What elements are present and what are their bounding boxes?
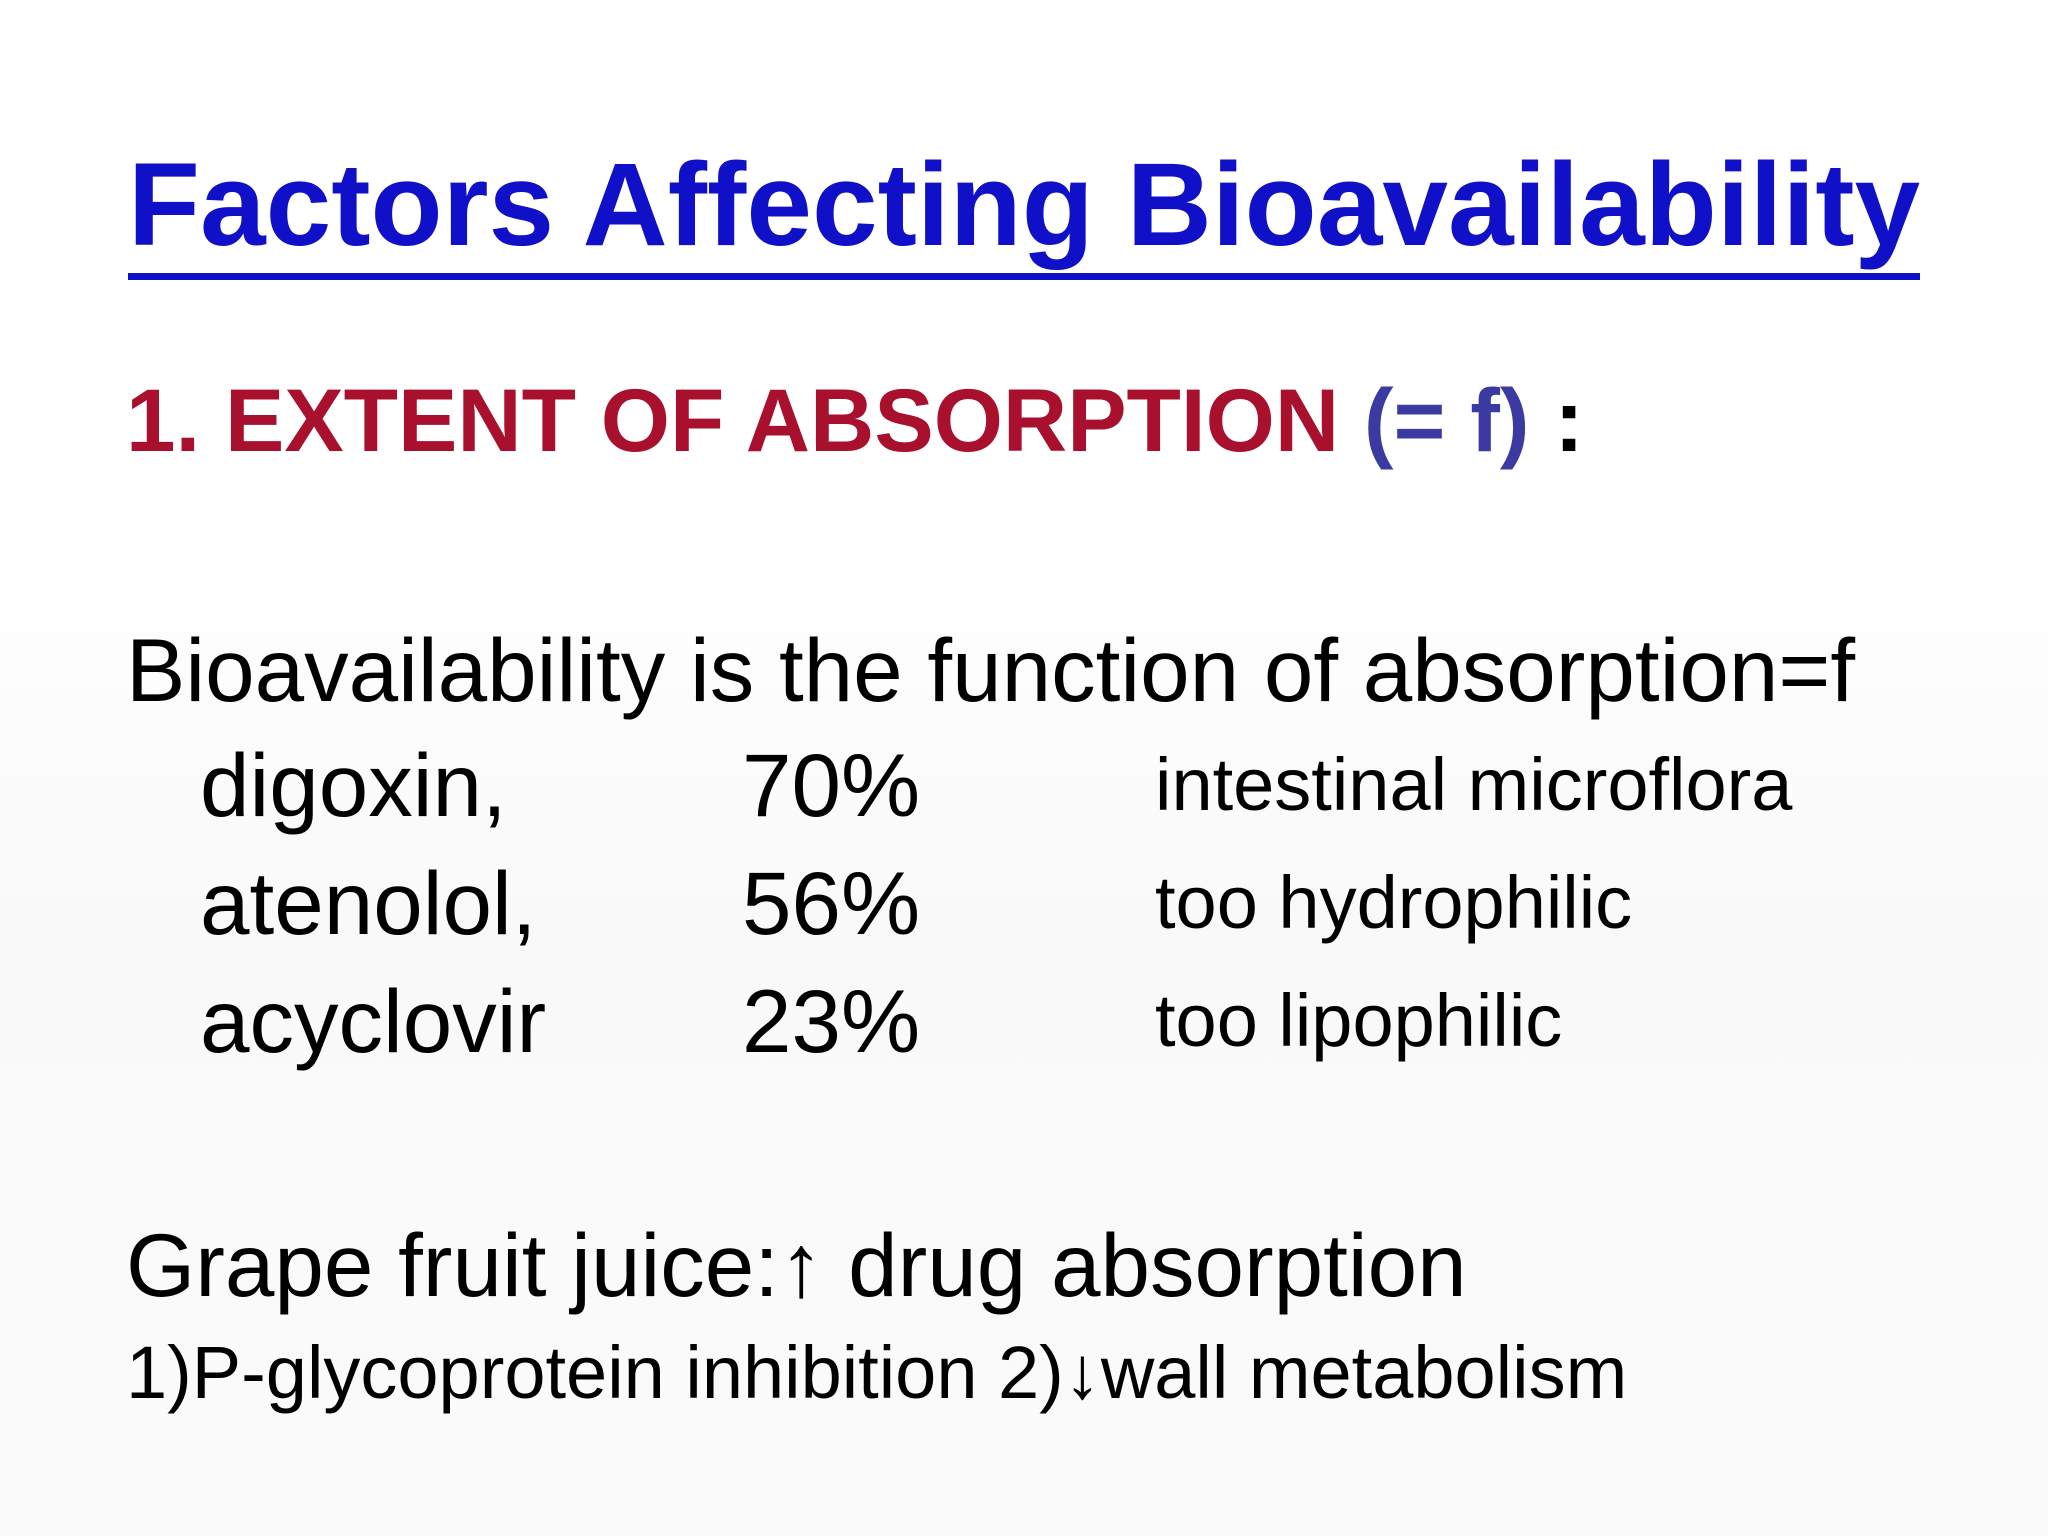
- drug-percent: 70%: [742, 735, 921, 835]
- drug-row: [0, 848, 2048, 958]
- drug-percent: 23%: [742, 971, 921, 1071]
- slide-title: [0, 135, 2048, 275]
- section-heading: [126, 365, 1584, 475]
- drug-name: atenolol,: [200, 853, 537, 953]
- drug-percent: 56%: [742, 853, 921, 953]
- section-heading-formula: (= f): [1363, 370, 1530, 470]
- drug-name: acyclovir: [200, 971, 547, 1071]
- slide-title-text: Factors Affecting Bioavailability: [128, 139, 1920, 280]
- section-heading-text: 1. EXTENT OF ABSORPTION: [126, 370, 1340, 470]
- drug-row: [0, 966, 2048, 1076]
- grapefruit-statement: Grape fruit juice:↑ drug absorption: [126, 1215, 1467, 1315]
- mechanism-statement: 1)P-glycoprotein inhibition 2)↓wall metabolism: [126, 1331, 1628, 1414]
- section-heading-colon: :: [1554, 370, 1584, 470]
- intro-statement: Bioavailability is the function of absorption=f: [126, 620, 1856, 720]
- drug-reason: too lipophilic: [1155, 979, 1563, 1062]
- drug-reason: intestinal microflora: [1155, 743, 1793, 826]
- drug-row: [0, 730, 2048, 840]
- drug-name: digoxin,: [200, 735, 507, 835]
- drug-reason: too hydrophilic: [1155, 861, 1633, 944]
